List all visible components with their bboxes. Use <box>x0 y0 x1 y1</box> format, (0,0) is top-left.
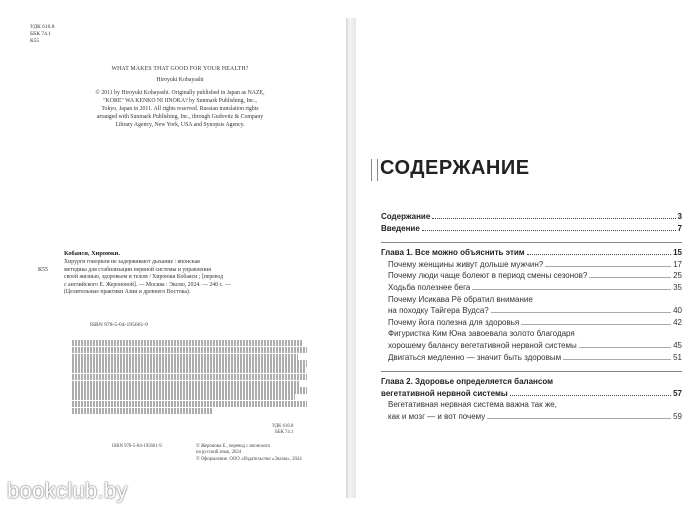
toc-entry <box>381 306 682 318</box>
toc-entry-page: 17 <box>673 259 682 269</box>
toc-entry-page: 25 <box>673 271 682 281</box>
toc-entry-title: Глава 2. Здоровье определяется балансом <box>381 377 554 387</box>
toc-entry-title: хорошему балансу вегетативной нервной системы <box>388 340 577 350</box>
toc-leader <box>545 266 671 267</box>
toc-entry <box>381 329 682 341</box>
toc-entry <box>381 377 682 389</box>
toc-group <box>381 212 682 235</box>
udk-small-line: УДК 616.8 <box>272 424 294 429</box>
toc-entry-title: Фигуристка Ким Юна завоевала золото благодаря <box>388 329 575 339</box>
toc-entry-title: Почему Исикава Рё обратил внимание <box>388 294 533 304</box>
toc-entry-page: 15 <box>673 248 682 258</box>
abstract-text-illegible <box>72 340 307 415</box>
isbn: ISBN 978-5-04-195661-9 <box>90 322 148 328</box>
udk-line: УДК 616.8 <box>30 24 55 30</box>
toc-entry-title: вегетативной нервной системы <box>381 388 508 398</box>
book-gutter <box>346 18 356 498</box>
toc-entry-title: Почему люди чаще болеют в период смены сезонов? <box>388 271 588 281</box>
copyright-line: на русский язык, 2024 <box>196 450 242 456</box>
copyright-line: © Оформление. ООО «Издательство «Эксмо», 2024 <box>196 456 302 462</box>
catalog-line: (Целительные практики Азии и древнего Востока). <box>64 289 191 296</box>
toc-entry <box>381 260 682 272</box>
toc-entry <box>381 271 682 283</box>
toc-leader <box>510 395 671 396</box>
toc-entry <box>381 212 682 224</box>
toc-leader <box>521 324 671 325</box>
toc-entry-page: 57 <box>673 388 682 398</box>
table-of-contents <box>381 212 682 424</box>
rights-line: arranged with Sunmark Publishing, Inc., through Gudovitz & Company <box>96 114 264 120</box>
toc-leader <box>432 218 675 219</box>
rights-line: Library Agency, New York, USA and Synopsis Agency. <box>115 122 245 128</box>
toc-entry <box>381 295 682 307</box>
copyright-block <box>196 444 302 463</box>
toc-entry <box>381 412 682 424</box>
copyright-line: © Жеронова Е., перевод с японского <box>196 444 271 449</box>
original-title: WHAT MAKES THAT GOOD FOR YOUR HEALTH? <box>111 66 249 72</box>
catalog-code: К55 <box>38 267 49 273</box>
catalog-line: с английского Е. Жероновой]. — Москва : Эксмо, 2024. — 240 с. — <box>64 281 231 288</box>
toc-entry-title: Ходьба полезнее бега <box>388 282 471 292</box>
catalog-line: своей жизнью, здоровьем и телом / Хироюки Кобаяси ; [перевод <box>64 274 224 281</box>
toc-leader <box>579 347 671 348</box>
catalog-author: Кобаяси, Хироюки. <box>64 250 120 257</box>
page-title: СОДЕРЖАНИЕ <box>380 157 530 179</box>
toc-leader <box>491 312 671 313</box>
original-author: Hiroyuki Kobayashi <box>156 77 204 83</box>
toc-entry <box>381 400 682 412</box>
toc-entry-page: 40 <box>673 306 682 316</box>
toc-entry-title: Содержание <box>381 212 431 221</box>
toc-leader <box>472 289 671 290</box>
toc-entry-page: 7 <box>677 223 682 233</box>
catalog-line: Хирурги говорили не задерживают дыхание : японская <box>64 259 200 265</box>
k55-line: К55 <box>30 38 40 44</box>
udk-small-block <box>272 424 293 436</box>
toc-entry-title: Почему женщины живут дольше мужчин? <box>388 259 544 269</box>
toc-entry-title: Почему йога полезна для здоровья <box>388 317 520 327</box>
toc-entry <box>381 318 682 330</box>
toc-entry-title: Глава 1. Все можно объяснить этим <box>381 248 525 258</box>
toc-leader <box>487 418 671 419</box>
bbk-line: ББК 74.1 <box>30 31 51 37</box>
rights-line: "KORE" WA KENKO NI IINOKA? by Sunmark Publishing, Inc., <box>103 98 257 104</box>
toc-leader <box>563 359 671 360</box>
toc-entry-page: 51 <box>673 352 682 362</box>
toc-entry-page: 3 <box>677 212 682 221</box>
toc-group <box>381 242 682 364</box>
toc-entry <box>381 248 682 260</box>
isbn-small: ISBN 978-5-04-195661-9 <box>112 444 162 449</box>
bbk-small-line: ББК 74.1 <box>275 430 294 435</box>
toc-entry <box>381 341 682 353</box>
toc-entry <box>381 283 682 295</box>
toc-entry-title: на походку Тайгера Вудса? <box>388 306 489 316</box>
toc-entry-page: 59 <box>673 411 682 421</box>
toc-entry-page: 42 <box>673 317 682 327</box>
toc-entry-title: Вегетативная нервная система важна так же, <box>388 400 557 410</box>
udk-block <box>30 24 55 45</box>
toc-entry <box>381 389 682 401</box>
toc-leader <box>589 277 671 278</box>
catalog-line: методика для стабилизации нервной системы и управления <box>64 266 211 273</box>
toc-entry-title: Введение <box>381 223 420 233</box>
original-edition-block <box>60 65 300 129</box>
barcode-isbn <box>112 444 162 450</box>
catalog-description <box>64 259 309 297</box>
heading-marker-icon <box>371 159 378 181</box>
toc-entry-title: Двигаться медленно — значит быть здоровым <box>388 352 562 362</box>
toc-entry <box>381 224 682 236</box>
toc-entry-page: 35 <box>673 282 682 292</box>
rights-notice <box>60 89 300 129</box>
rights-line: © 2011 by Hiroyuki Kobayashi. Originally published in Japan as NAZE, <box>95 90 265 96</box>
rights-line: Tokyo, Japan in 2011. All rights reserved. Russian translation rights <box>101 106 259 112</box>
toc-leader <box>527 254 671 255</box>
toc-entry-title: как и мозг — и вот почему <box>388 411 486 421</box>
toc-group <box>381 371 682 423</box>
toc-leader <box>422 230 676 231</box>
toc-entry <box>381 353 682 365</box>
watermark: bookclub.by <box>7 478 128 503</box>
toc-entry-page: 45 <box>673 340 682 350</box>
